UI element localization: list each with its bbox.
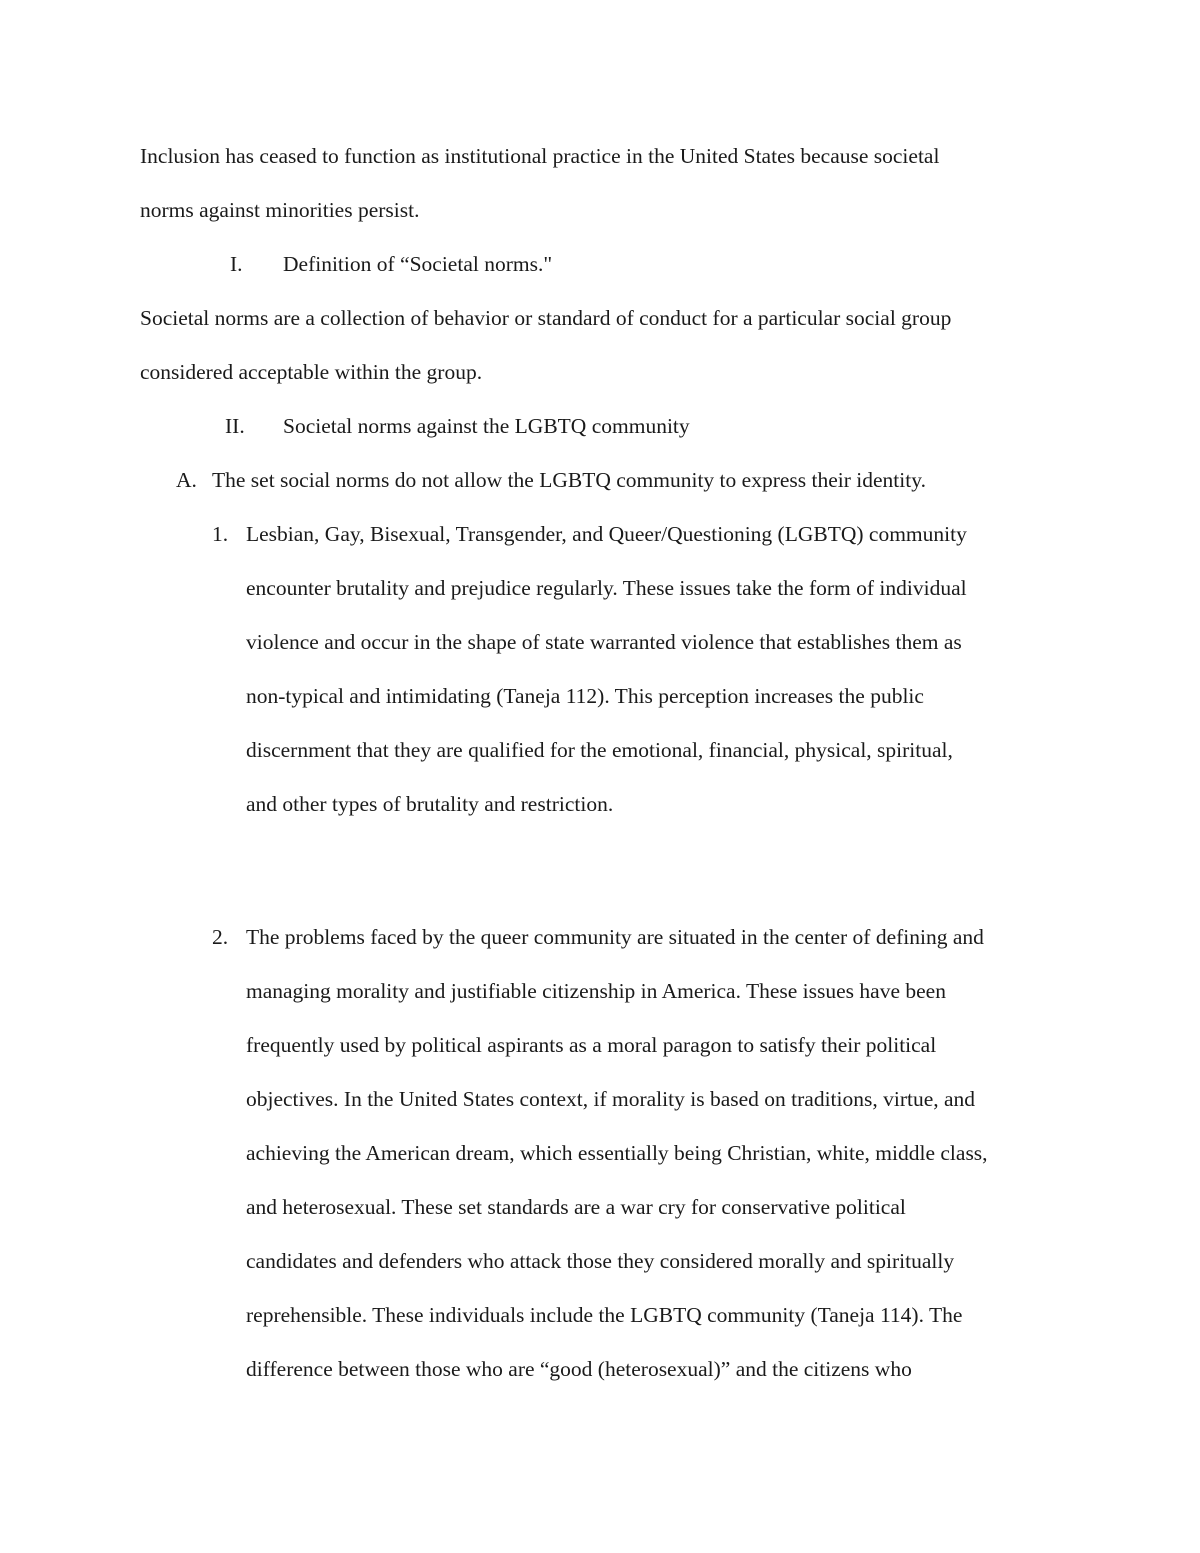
section-numeral: I. [230, 252, 243, 276]
point-text: The set social norms do not allow the LGBTQ community to express their identity. [212, 468, 926, 492]
list-item-line: encounter brutality and prejudice regularly. These issues take the form of individual [246, 576, 967, 600]
section-heading: Societal norms against the LGBTQ community [283, 414, 690, 438]
list-item-line: Lesbian, Gay, Bisexual, Transgender, and Queer/Questioning (LGBTQ) community [246, 522, 967, 546]
list-item-line: achieving the American dream, which essentially being Christian, white, middle class, [246, 1141, 988, 1165]
list-item-line: objectives. In the United States context, if morality is based on traditions, virtue, and [246, 1087, 976, 1111]
list-item-line: discernment that they are qualified for the emotional, financial, physical, spiritual, [246, 738, 953, 762]
definition-line: Societal norms are a collection of behavior or standard of conduct for a particular social group [140, 306, 952, 330]
list-item-line: The problems faced by the queer community are situated in the center of defining and [246, 925, 984, 949]
list-item-line: non-typical and intimidating (Taneja 112). This perception increases the public [246, 684, 924, 708]
point-marker: A. [176, 468, 197, 492]
section-numeral: II. [225, 414, 245, 438]
list-marker: 1. [212, 522, 229, 546]
list-item-line: and other types of brutality and restriction. [246, 792, 614, 816]
thesis-line: norms against minorities persist. [140, 198, 420, 222]
list-marker: 2. [212, 925, 229, 949]
thesis-line: Inclusion has ceased to function as institutional practice in the United States because societal [140, 144, 940, 168]
list-item-line: frequently used by political aspirants as a moral paragon to satisfy their political [246, 1033, 937, 1057]
list-item-line: difference between those who are “good (heterosexual)” and the citizens who [246, 1357, 912, 1381]
list-item-line: and heterosexual. These set standards are a war cry for conservative political [246, 1195, 906, 1219]
list-item-line: managing morality and justifiable citizenship in America. These issues have been [246, 979, 946, 1003]
list-item-line: reprehensible. These individuals include the LGBTQ community (Taneja 114). The [246, 1303, 963, 1327]
definition-line: considered acceptable within the group. [140, 360, 483, 384]
list-item-line: candidates and defenders who attack those they considered morally and spiritually [246, 1249, 955, 1273]
list-item-line: violence and occur in the shape of state warranted violence that establishes them as [246, 630, 962, 654]
section-heading: Definition of “Societal norms." [283, 252, 553, 276]
